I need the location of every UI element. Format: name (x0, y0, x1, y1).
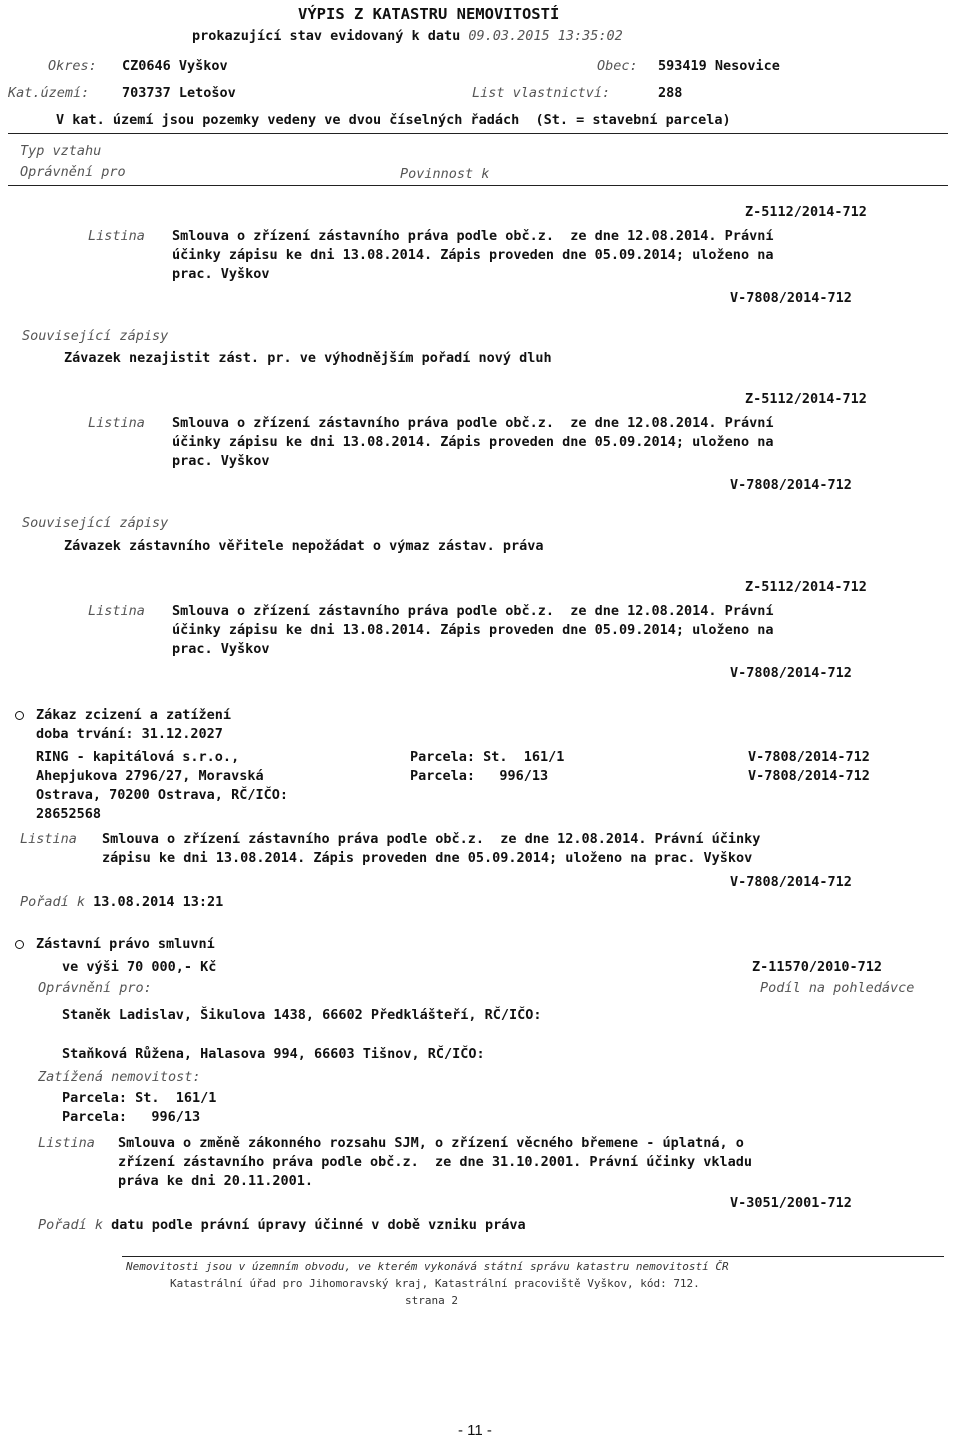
listina-line: účinky zápisu ke dni 13.08.2014. Zápis proveden dne 05.09.2014; uloženo na (172, 434, 774, 450)
zakaz-ref-bottom: V-7808/2014-712 (730, 874, 852, 890)
zakaz-ref: V-7808/2014-712 (748, 749, 870, 765)
zakaz-ref: V-7808/2014-712 (748, 768, 870, 784)
opravneny-person: Staňková Růžena, Halasova 994, 66603 Tišnov, RČ/IČO: (62, 1046, 485, 1062)
katuzemi-value: 703737 Letošov (122, 85, 236, 101)
footer-line: Katastrální úřad pro Jihomoravský kraj, Katastrální pracoviště Vyškov, kód: 712. (170, 1277, 700, 1290)
listina-label: Listina (20, 831, 77, 847)
poradi (20, 893, 223, 912)
poradi-value: 13.08.2014 13:21 (93, 894, 224, 910)
opravneny-person: Staněk Ladislav, Šikulova 1438, 66602 Předklášteří, RČ/IČO: (62, 1007, 542, 1023)
block-ref-top: Z-5112/2014-712 (745, 391, 867, 407)
column-povinnost-k: Povinnost k (400, 166, 490, 182)
listina-line: účinky zápisu ke dni 13.08.2014. Zápis proveden dne 05.09.2014; uloženo na (172, 622, 774, 638)
listina-line: Smlouva o zřízení zástavního práva podle obč.z. ze dne 12.08.2014. Právní (172, 603, 774, 619)
document-title: VÝPIS Z KATASTRU NEMOVITOSTÍ (298, 5, 560, 23)
page-number: - 11 - (458, 1422, 492, 1439)
zakaz-parcela: Parcela: 996/13 (410, 768, 549, 784)
listina-line: zřízení zástavního práva podle obč.z. ze dne 31.10.2001. Právní účinky vkladu (118, 1154, 752, 1170)
poradi-value: datu podle právní úpravy účinné v době vzniku práva (111, 1217, 526, 1233)
zakaz-owner-line: Ostrava, 70200 Ostrava, RČ/IČO: (36, 787, 288, 803)
zatizena-label: Zatížená nemovitost: (38, 1069, 201, 1085)
katuzemi-label: Kat.území: (8, 85, 90, 101)
zakaz-owner-line: RING - kapitálová s.r.o., (36, 749, 240, 765)
bullet-icon (15, 711, 24, 720)
listina-label: Listina (88, 228, 145, 244)
zastavni-parcela: Parcela: St. 161/1 (62, 1090, 217, 1106)
obec-label: Obec: (597, 58, 638, 74)
block-ref-bottom: V-7808/2014-712 (730, 290, 852, 306)
zakaz-owner-line: 28652568 (36, 806, 102, 822)
listina-line: prac. Vyškov (172, 453, 270, 469)
poradi-label: Pořadí k (38, 1217, 104, 1233)
listina-line: Smlouva o zřízení zástavního práva podle obč.z. ze dne 12.08.2014. Právní účinky (102, 831, 761, 847)
okres-value: CZ0646 Vyškov (122, 58, 228, 74)
listina-line: Smlouva o zřízení zástavního práva podle obč.z. ze dne 12.08.2014. Právní (172, 415, 774, 431)
subtitle (192, 27, 623, 46)
subtitle-date: 09.03.2015 13:35:02 (468, 28, 623, 44)
podil-label: Podíl na pohledávce (760, 980, 915, 996)
block-ref-bottom: V-7808/2014-712 (730, 665, 852, 681)
column-opravneni-pro: Oprávnění pro (20, 164, 126, 180)
listina-line: Smlouva o zřízení zástavního práva podle obč.z. ze dne 12.08.2014. Právní (172, 228, 774, 244)
listina-label: Listina (88, 603, 145, 619)
zakaz-title: Zákaz zcizení a zatížení (36, 707, 232, 723)
listina-label: Listina (88, 415, 145, 431)
list-label: List vlastnictví: (472, 85, 611, 101)
footer-divider (122, 1256, 944, 1257)
zastavni-ref-bottom: V-3051/2001-712 (730, 1195, 852, 1211)
listina-line: účinky zápisu ke dni 13.08.2014. Zápis proveden dne 05.09.2014; uloženo na (172, 247, 774, 263)
list-value: 288 (658, 85, 683, 101)
header-divider (8, 133, 948, 134)
poradi-label: Pořadí k (20, 894, 86, 910)
listina-label: Listina (38, 1135, 95, 1151)
opravneni-label: Oprávnění pro: (38, 980, 152, 996)
obec-value: 593419 Nesovice (658, 58, 780, 74)
souvisejici-text: Závazek nezajistit zást. pr. ve výhodnějším pořadí nový dluh (64, 350, 552, 366)
zastavni-amount: ve výši 70 000,- Kč (62, 959, 217, 975)
footer-line: Nemovitosti jsou v územním obvodu, ve kterém vykonává státní správu katastru nemovitostí ČR (126, 1260, 729, 1273)
listina-line: prac. Vyškov (172, 266, 270, 282)
zastavni-title: Zástavní právo smluvní (36, 936, 215, 952)
header-note: V kat. území jsou pozemky vedeny ve dvou číselných řadách (St. = stavební parcela) (56, 112, 731, 128)
listina-line: zápisu ke dni 13.08.2014. Zápis proveden dne 05.09.2014; uloženo na prac. Vyškov (102, 850, 753, 866)
subtitle-prefix: prokazující stav evidovaný k datu (192, 28, 461, 44)
bullet-icon (15, 940, 24, 949)
column-typ-vztahu: Typ vztahu (20, 143, 102, 159)
listina-line: práva ke dni 20.11.2001. (118, 1173, 314, 1189)
columns-divider (8, 185, 948, 186)
souvisejici-label: Související zápisy (22, 515, 169, 531)
poradi (38, 1216, 526, 1235)
listina-line: Smlouva o změně zákonného rozsahu SJM, o zřízení věcného břemene - úplatná, o (118, 1135, 744, 1151)
block-ref-top: Z-5112/2014-712 (745, 204, 867, 220)
souvisejici-label: Související zápisy (22, 328, 169, 344)
okres-label: Okres: (48, 58, 97, 74)
zastavni-parcela: Parcela: 996/13 (62, 1109, 201, 1125)
footer-page-label: strana 2 (405, 1294, 458, 1307)
souvisejici-text: Závazek zástavního věřitele nepožádat o výmaz zástav. práva (64, 538, 544, 554)
block-ref-bottom: V-7808/2014-712 (730, 477, 852, 493)
zakaz-owner-line: Ahepjukova 2796/27, Moravská (36, 768, 264, 784)
zakaz-doba: doba trvání: 31.12.2027 (36, 726, 223, 742)
listina-line: prac. Vyškov (172, 641, 270, 657)
block-ref-top: Z-5112/2014-712 (745, 579, 867, 595)
zastavni-ref: Z-11570/2010-712 (752, 959, 883, 975)
zakaz-parcela: Parcela: St. 161/1 (410, 749, 565, 765)
